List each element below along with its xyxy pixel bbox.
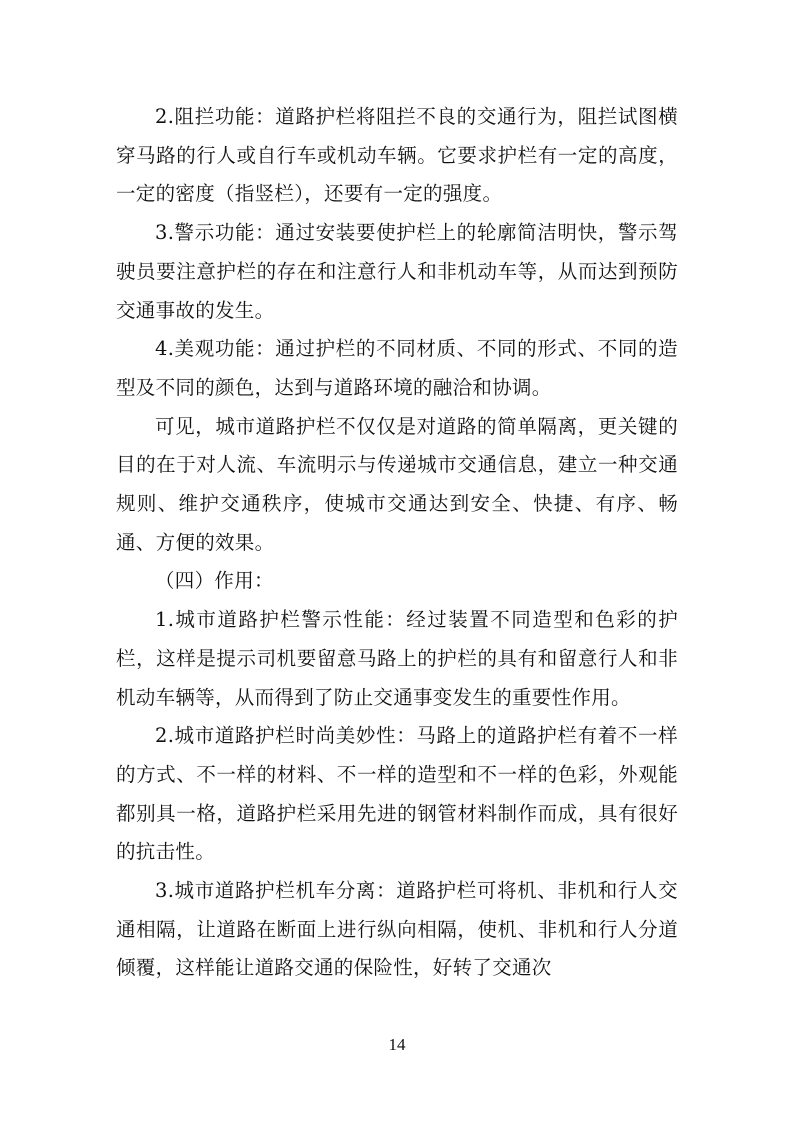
page-number: 14 <box>388 1035 406 1054</box>
section-heading-effects: （四）作用： <box>155 569 274 593</box>
paragraph-aesthetic-function: 4.美观功能：通过护栏的不同材质、不同的形式、不同的造型及不同的颜色，达到与道路环境的融洽和协调。 <box>116 337 678 399</box>
paragraph-effect-warning: 1.城市道路护栏警示性能：经过装置不同造型和色彩的护栏，这样是提示司机要留意马路上的护栏的具有和留意行人和非机动车辆等，从而得到了防止交通事变发生的重要性作用。 <box>116 608 678 709</box>
paragraph-blocking-function: 2.阻拦功能：道路护栏将阻拦不良的交通行为，阻拦试图横穿马路的行人或自行车或机动车辆。它要求护栏有一定的高度，一定的密度（指竖栏），还要有一定的强度。 <box>116 105 678 206</box>
paragraph-summary: 可见，城市道路护栏不仅仅是对道路的简单隔离，更关键的目的在于对人流、车流明示与传递城市交通信息，建立一种交通规则、维护交通秩序，使城市交通达到安全、快捷、有序、畅通、方便的效果。 <box>116 414 678 554</box>
paragraph-effect-aesthetic: 2.城市道路护栏时尚美妙性：马路上的道路护栏有着不一样的方式、不一样的材料、不一样的造型和不一样的色彩，外观能都别具一格，道路护栏采用先进的钢管材料制作而成，具有很好的抗击性。 <box>116 724 678 864</box>
paragraph-warning-function: 3.警示功能：通过安装要使护栏上的轮廓简洁明快，警示驾驶员要注意护栏的存在和注意行人和非机动车等，从而达到预防交通事故的发生。 <box>116 221 678 322</box>
paragraph-effect-separation: 3.城市道路护栏机车分离：道路护栏可将机、非机和行人交通相隔，让道路在断面上进行纵向相隔，使机、非机和行人分道倾覆，这样能让道路交通的保险性，好转了交通次 <box>116 879 678 980</box>
document-body <box>116 98 678 988</box>
